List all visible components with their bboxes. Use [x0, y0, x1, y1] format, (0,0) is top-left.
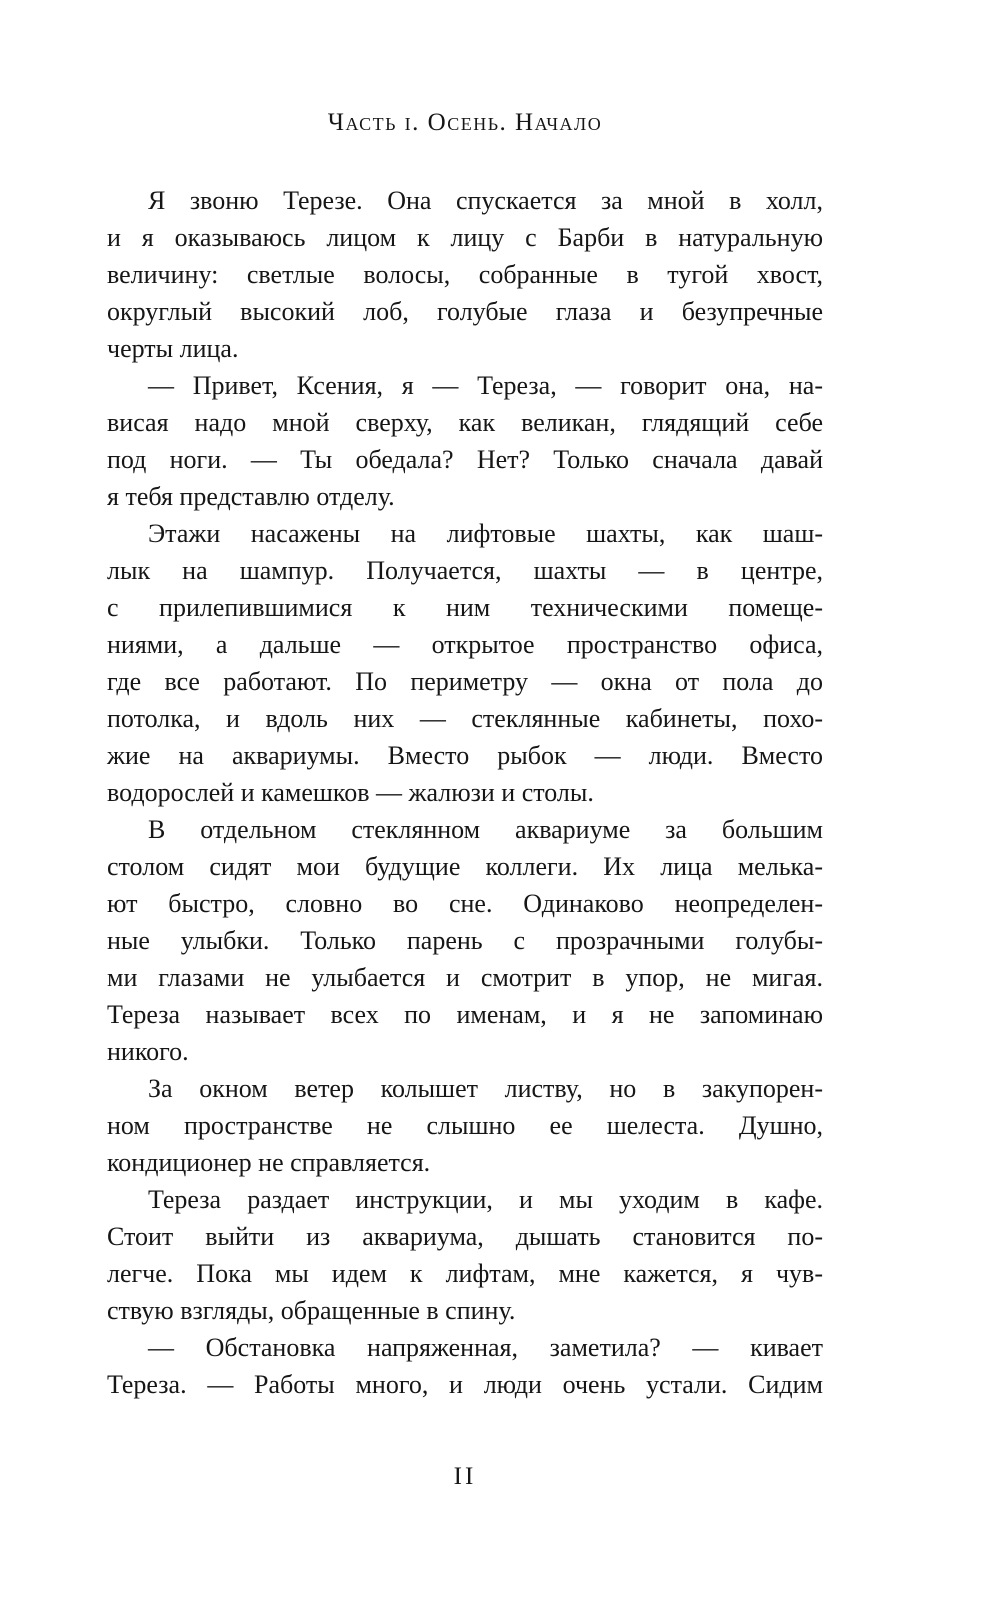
text-line: черты лица.	[107, 334, 239, 363]
text-line: Я звоню Терезе. Она спускается за мной в холл,	[148, 186, 823, 215]
text-line: потолка, и вдоль них — стеклянные кабинеты, похо-	[107, 704, 823, 733]
text-line: В отдельном стеклянном аквариуме за большим	[148, 815, 823, 844]
text-line: — Привет, Ксения, я — Тереза, — говорит она, на-	[148, 371, 823, 400]
text-line: Стоит выйти из аквариума, дышать становится по-	[107, 1222, 823, 1251]
text-line: жие на аквариумы. Вместо рыбок — люди. Вместо	[107, 741, 823, 770]
text-line: ми глазами не улыбается и смотрит в упор, не мигая.	[107, 963, 823, 992]
text-line: округлый высокий лоб, голубые глаза и безупречные	[107, 297, 823, 326]
text-line: ниями, а дальше — открытое пространство офиса,	[107, 630, 823, 659]
text-line: легче. Пока мы идем к лифтам, мне кажется, я чув-	[107, 1259, 823, 1288]
text-line: ные улыбки. Только парень с прозрачными голубы-	[107, 926, 823, 955]
text-line: столом сидят мои будущие коллеги. Их лица мелька-	[107, 852, 823, 881]
text-line: никого.	[107, 1037, 189, 1066]
text-line: ют быстро, словно во сне. Одинаково неопределен-	[107, 889, 823, 918]
text-line: и я оказываюсь лицом к лицу с Барби в натуральную	[107, 223, 823, 252]
text-line: висая надо мной сверху, как великан, глядящий себе	[107, 408, 823, 437]
text-line: — Обстановка напряженная, заметила? — кивает	[148, 1333, 823, 1362]
text-line: величину: светлые волосы, собранные в тугой хвост,	[107, 260, 823, 289]
text-line: Тереза раздает инструкции, и мы уходим в кафе.	[148, 1185, 823, 1214]
text-line: водорослей и камешков — жалюзи и столы.	[107, 778, 594, 807]
text-line: где все работают. По периметру — окна от пола до	[107, 667, 823, 696]
text-line: под ноги. — Ты обедала? Нет? Только сначала давай	[107, 445, 823, 474]
text-line: ном пространстве не слышно ее шелеста. Душно,	[107, 1111, 823, 1140]
page-number: II	[453, 1463, 477, 1490]
text-line: Этажи насажены на лифтовые шахты, как шаш-	[148, 519, 823, 548]
text-line: Тереза. — Работы много, и люди очень устали. Сидим	[107, 1370, 823, 1399]
text-line: кондиционер не справляется.	[107, 1148, 431, 1177]
text-line: ствую взгляды, обращенные в спину.	[107, 1296, 516, 1325]
text-line: лык на шампур. Получается, шахты — в центре,	[107, 556, 823, 585]
running-head: Часть i. Осень. Начало	[327, 109, 603, 136]
text-line: с прилепившимися к ним техническими помеще-	[107, 593, 823, 622]
body-text	[107, 182, 823, 1403]
text-line: я тебя представлю отделу.	[107, 482, 395, 511]
text-line: За окном ветер колышет листву, но в закупорен-	[148, 1074, 823, 1103]
text-line: Тереза называет всех по именам, и я не запоминаю	[107, 1000, 823, 1029]
